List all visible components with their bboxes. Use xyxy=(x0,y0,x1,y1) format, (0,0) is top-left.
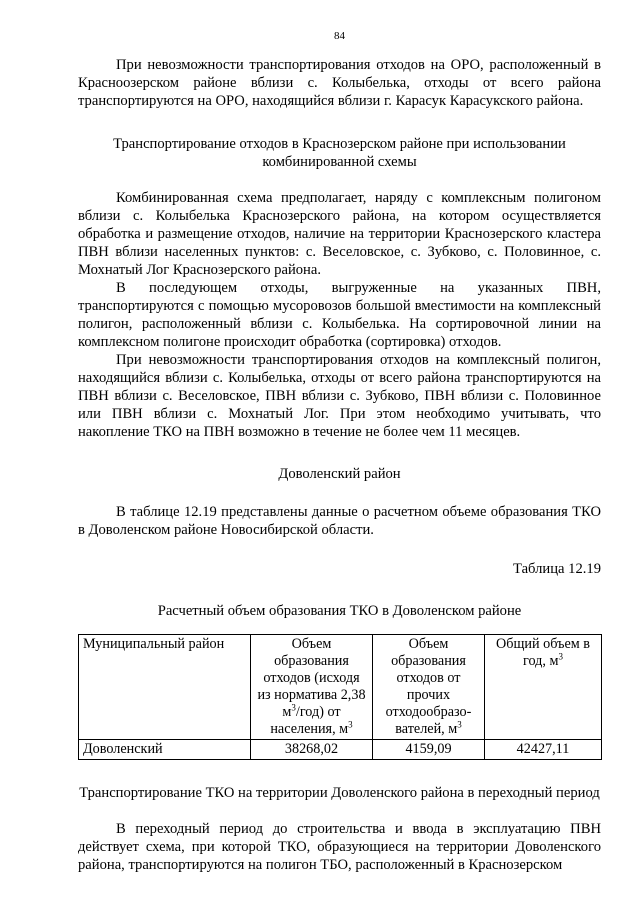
document-page xyxy=(78,30,601,874)
table-label: Таблица 12.19 xyxy=(513,561,601,577)
table-title: Расчетный объем образования ТКО в Доволенском районе xyxy=(157,603,522,619)
paragraph-oro-fallback: При невозможности транспортирования отходов на ОРО, расположенный в Красноозерском районе вблизи с. Колыбелька, отходы от всего района транспортируются на ОРО, находящийся вблизи г. Карасук Карасукского района. xyxy=(78,57,601,109)
cell-total-volume: 42427,11 xyxy=(485,740,602,760)
header-other-volume: Объем образования отходов от прочих отходообразо-вателей, $м^3$ xyxy=(373,635,485,740)
paragraph-polygon-fallback: При невозможности транспортирования отходов на комплексный полигон, находящийся вблизи с. Колыбелька, отходы от всего района транспортируются на ПВН вблизи с. Веселовское, ПВН вблизи с. Зубково, ПВН вблизи с. Половинное или ПВН вблизи с. Мохнатый Лог. При этом необходимо учитывать, что накопление ТКО на ПВН возможно в течение не более чем 11 месяцев. xyxy=(78,352,601,440)
cell-other-volume: 4159,09 xyxy=(373,740,485,760)
cell-population-volume: 38268,02 xyxy=(251,740,373,760)
header-total-volume: Общий объем в год, $м^3$ xyxy=(485,635,602,740)
cell-district: Доволенский xyxy=(79,740,251,760)
paragraph-table-intro: В таблице 12.19 представлены данные о расчетном объеме образования ТКО в Доволенском районе Новосибирской области. xyxy=(78,504,601,538)
paragraph-transition-scheme: В переходный период до строительства и ввода в эксплуатацию ПВН действует схема, при которой ТКО, образующиеся на территории Доволенского района, транспортируются на полигон ТБО, расположенный в Краснозерском xyxy=(78,821,601,873)
page-number: 84 xyxy=(334,30,345,42)
header-population-volume: Объем образования отходов (исходя из норматива 2,38 $м^3/год$) от населения, $м^3$ xyxy=(251,635,373,740)
waste-volume-table xyxy=(78,634,602,760)
paragraph-subsequent-transport: В последующем отходы, выгруженные на указанных ПВН, транспортируются с помощью мусоровозов большой вместимости на комплексный полигон, расположенный вблизи с. Колыбелька. На сортировочной линии на комплексном полигоне происходит обработка (сортировка) отходов. xyxy=(78,280,601,350)
paragraph-combined-scheme: Комбинированная схема предполагает, наряду с комплексным полигоном вблизи с. Колыбелька Краснозерского района, на котором осуществляется обработка и размещение отходов, наличие на территории Краснозерского кластера ПВН вблизи населенных пунктов: с. Веселовское, с. Зубково, с. Половинное, с. Мохнатый Лог Краснозерского района. xyxy=(78,190,601,278)
table-header-row xyxy=(79,635,602,740)
heading-transition-period: Транспортирование ТКО на территории Доволенского района в переходный период xyxy=(79,785,600,801)
heading-combined-scheme: Транспортирование отходов в Краснозерском районе при использовании комбинированной схемы xyxy=(113,136,566,170)
header-municipal-district: Муниципальный район xyxy=(79,635,251,740)
table-row xyxy=(79,740,602,760)
heading-dovolensky-district: Доволенский район xyxy=(278,466,401,482)
